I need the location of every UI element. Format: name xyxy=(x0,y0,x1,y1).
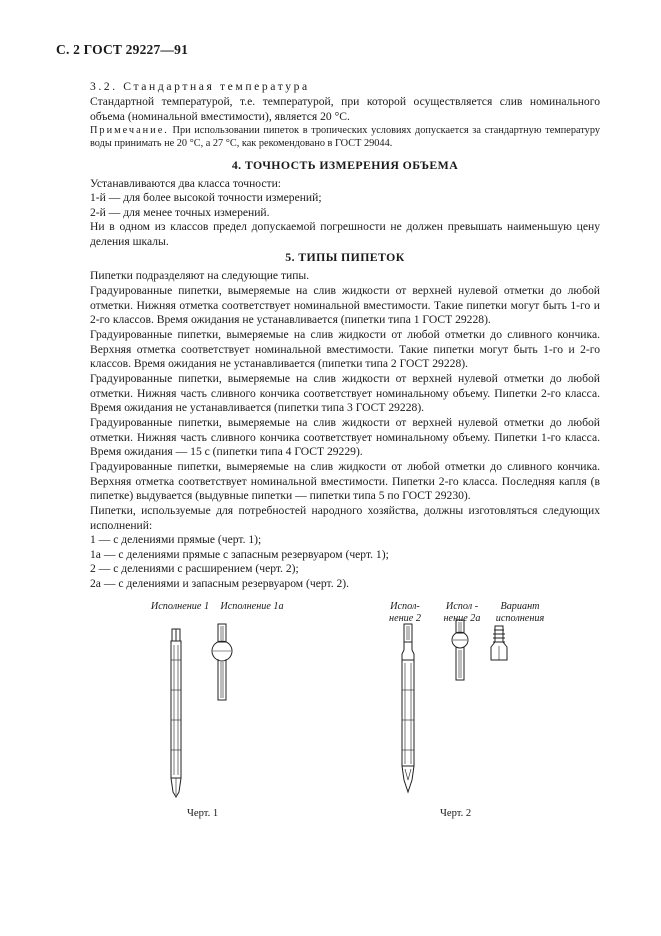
section-5-list-4: 2а — с делениями и запасным резервуаром (черт. 2). xyxy=(90,577,350,590)
caption-variant-line-2: исполнения xyxy=(495,613,545,624)
section-5-para-1: Градуированные пипетки, вымеряемые на слив жидкости от верхней нулевой отметки до любой отметки. Нижняя отметка соответствует номинальной вместимости. Такие пипетки могут быть 1-го и 2-го классов. Время ожидания не устанавливается (пипетки типа 1 ГОСТ 29228). xyxy=(90,284,600,327)
section-5-list-2: 1а — с делениями прямые с запасным резервуаром (черт. 1); xyxy=(90,548,389,561)
caption-execution-2a-line-1: Испол - xyxy=(445,601,479,612)
section-5-heading: 5. ТИПЫ ПИПЕТОК xyxy=(285,250,405,264)
section-5-para-3: Градуированные пипетки, вымеряемые на слив жидкости от верхней нулевой отметки до любой отметки. Нижняя часть сливного кончика соответствует номинальному объему. Пипетки 2-го класса. Время ожидания не устанавливается (пипетки типа 3 ГОСТ 29228). xyxy=(90,372,600,415)
caption-execution-2-line-1: Испол- xyxy=(390,601,420,612)
variant-top-drawing xyxy=(491,626,507,660)
section-4-line-3: 2-й — для менее точных измерений. xyxy=(90,206,270,219)
section-5-para-5: Градуированные пипетки, вымеряемые на слив жидкости от любой отметки до сливного кончика. Верхняя отметка соответствует номинальной вместимости. Пипетки 2-го класса. Последняя капля (в пипетке) выдувается (выдувные пипетки — пипетки типа 5 по ГОСТ 29230). xyxy=(90,460,600,503)
caption-execution-2a-line-2: нение 2а xyxy=(443,613,481,624)
section-4-line-2: 1-й — для более высокой точности измерений; xyxy=(90,191,322,204)
figure-1-label: Черт. 1 xyxy=(187,808,219,819)
pipette-execution-2a-drawing xyxy=(452,620,468,680)
section-3-2-title: 3.2. Стандартная температура xyxy=(90,80,310,93)
section-4-line-1: Устанавливаются два класса точности: xyxy=(90,177,282,190)
section-5-para-2: Градуированные пипетки, вымеряемые на слив жидкости от любой отметки до сливного кончика. Верхняя отметка соответствует номинальной вместимости. Такие пипетки могут быть 1-го и 2-го классов. Время ожидания не устанавливается (пипетки типа 2 ГОСТ 29228). xyxy=(90,328,600,371)
section-5-list-3: 2 — с делениями с расширением (черт. 2); xyxy=(90,562,299,575)
section-4-heading: 4. ТОЧНОСТЬ ИЗМЕРЕНИЯ ОБЪЕМА xyxy=(231,158,459,172)
section-3-2-body: Стандартной температурой, т.е. температурой, при которой осуществляется слив номинального объема (номинальной вместимости), является 20 °С. xyxy=(90,95,600,123)
pipette-execution-1-drawing xyxy=(171,629,181,797)
section-4-last: Ни в одном из классов предел допускаемой погрешности не должен превышать наименьшую цену деления шкалы. xyxy=(90,220,600,248)
note-text: При использовании пипеток в тропических условиях допускается за стандартную температуру воды принимать не 20 °С, а 27 °С, как рекомендовано в ГОСТ 29044. xyxy=(90,125,600,149)
section-5-list-1: 1 — с делениями прямые (черт. 1); xyxy=(90,533,262,546)
note-label: Примечание. xyxy=(90,125,169,136)
pipette-execution-1a-drawing xyxy=(212,624,232,700)
pipette-execution-2-drawing xyxy=(402,624,414,792)
caption-variant-line-1: Вариант xyxy=(500,601,540,612)
caption-execution-1: Исполнение 1 xyxy=(150,601,210,612)
caption-execution-1a: Исполнение 1а xyxy=(220,601,284,612)
section-5-intro: Пипетки подразделяют на следующие типы. xyxy=(90,269,310,282)
figure-2-label: Черт. 2 xyxy=(440,808,472,819)
caption-execution-2-line-2: нение 2 xyxy=(389,613,421,624)
section-5-para-4: Градуированные пипетки, вымеряемые на слив жидкости от верхней нулевой отметки до любой отметки. Нижняя часть сливного кончика соответствует номинальному объему. Пипетки 1-го класса. Время ожидания — 15 с (пипетки типа 4 ГОСТ 29229). xyxy=(90,416,600,459)
section-5-para-6: Пипетки, используемые для потребностей народного хозяйства, должны изготовляться следующих исполнений: xyxy=(90,504,600,532)
page-header: С. 2 ГОСТ 29227—91 xyxy=(56,42,189,57)
